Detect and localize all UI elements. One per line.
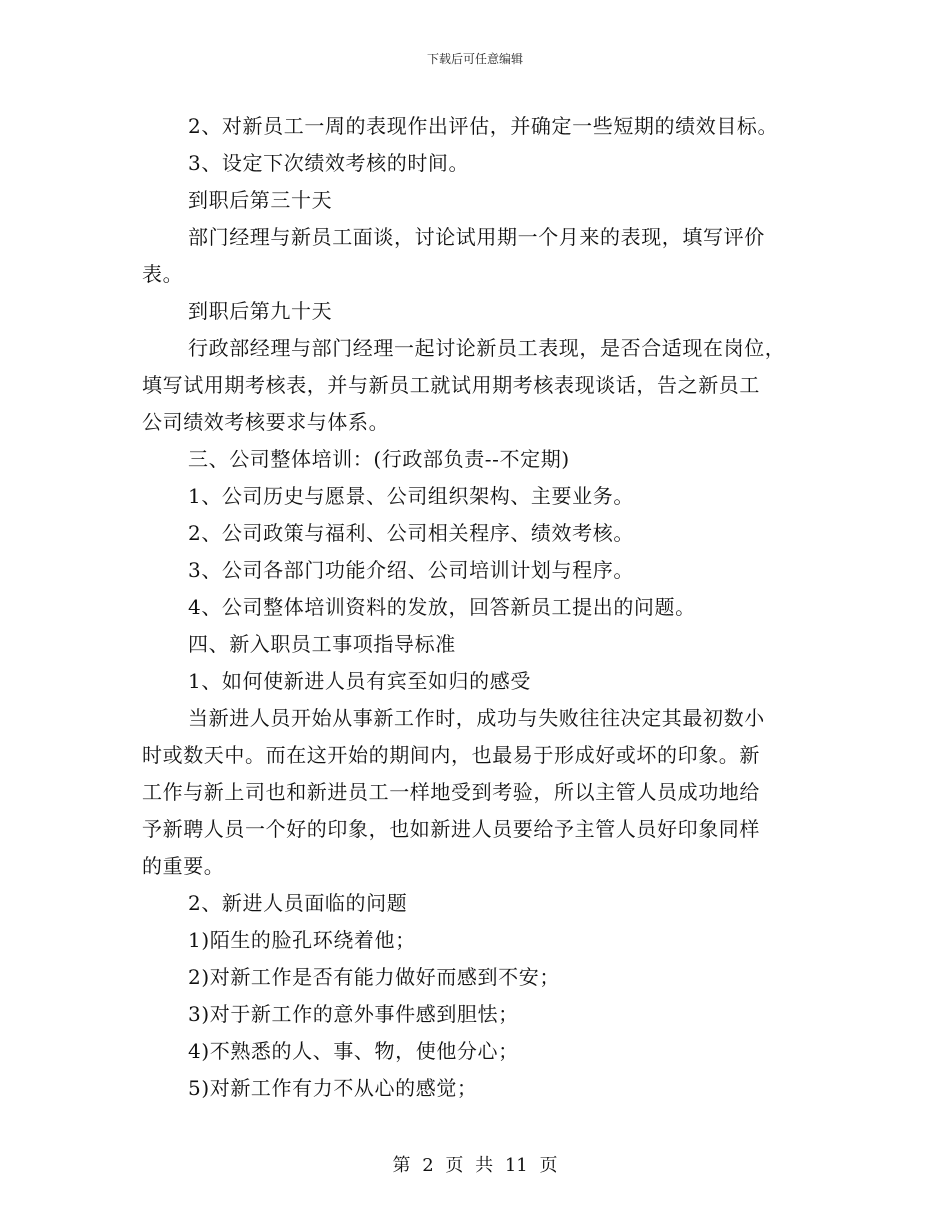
text-line: 部门经理与新员工面谈，讨论试用期一个月来的表现，填写评价 [188, 225, 765, 249]
text-line: 1、公司历史与愿景、公司组织架构、主要业务。 [188, 484, 634, 508]
text-line: 行政部经理与部门经理一起讨论新员工表现，是否合适现在岗位， [188, 336, 786, 360]
text-line: 的重要。 [142, 854, 225, 878]
page-header: 下载后可任意编辑 [426, 52, 523, 66]
text-line: 2、新进人员面临的问题 [188, 891, 408, 915]
text-line: 到职后第三十天 [188, 188, 333, 212]
text-line: 3、公司各部门功能介绍、公司培训计划与程序。 [188, 558, 634, 582]
text-line: 填写试用期考核表，并与新员工就试用期考核表现谈话，告之新员工 [142, 373, 760, 397]
text-line: 5)对新工作有力不从心的感觉； [188, 1076, 478, 1100]
text-line: 3、设定下次绩效考核的时间。 [188, 151, 470, 175]
text-line: 工作与新上司也和新进员工一样地受到考验，所以主管人员成功地给 [142, 780, 760, 804]
text-line: 当新进人员开始从事新工作时，成功与失败往往决定其最初数小 [188, 706, 765, 730]
text-line: 四、新入职员工事项指导标准 [188, 632, 456, 656]
text-line: 1)陌生的脸孔环绕着他； [188, 928, 416, 952]
text-line: 予新聘人员一个好的印象，也如新进人员要给予主管人员好印象同样 [142, 817, 760, 841]
text-line: 2、公司政策与福利、公司相关程序、绩效考核。 [188, 521, 634, 545]
text-line: 表。 [142, 262, 184, 286]
text-line: 到职后第九十天 [188, 299, 333, 323]
text-line: 3)对于新工作的意外事件感到胆怯； [188, 1002, 519, 1026]
text-line: 时或数天中。而在这开始的期间内，也最易于形成好或坏的印象。新 [142, 743, 760, 767]
page-footer: 第 2 页 共 11 页 [392, 1155, 558, 1176]
text-line: 公司绩效考核要求与体系。 [142, 410, 390, 434]
text-line: 三、公司整体培训：(行政部负责--不定期) [188, 447, 570, 471]
text-line: 4、公司整体培训资料的发放，回答新员工提出的问题。 [188, 595, 696, 619]
text-line: 2、对新员工一周的表现作出评估，并确定一些短期的绩效目标。 [188, 114, 779, 138]
document-body [142, 108, 810, 1107]
text-line: 4)不熟悉的人、事、物，使他分心； [188, 1039, 519, 1063]
text-line: 2)对新工作是否有能力做好而感到不安； [188, 965, 560, 989]
text-line: 1、如何使新进人员有宾至如归的感受 [188, 669, 531, 693]
